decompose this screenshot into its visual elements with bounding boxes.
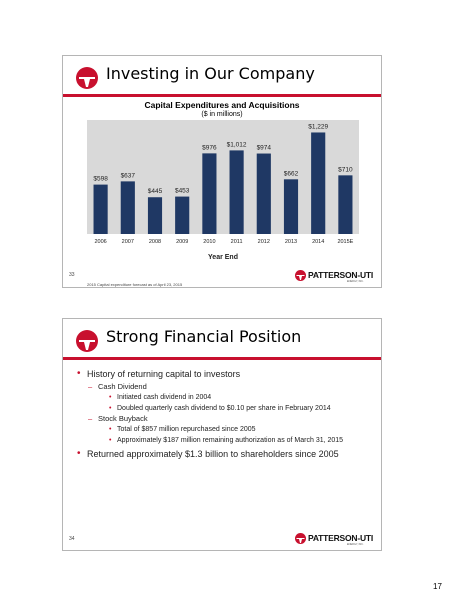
bullet-item: • History of returning capital to investors (77, 368, 377, 380)
page-number: 17 (433, 582, 442, 591)
slide-header (63, 319, 381, 363)
bar-2014 (311, 132, 325, 234)
tick-label-2007: 2007 (121, 239, 134, 245)
footer-logo (295, 269, 374, 283)
tick-label-2014: 2014 (312, 239, 325, 245)
slide-financial-position (62, 318, 382, 551)
bar-2011 (230, 150, 244, 234)
brand-mark-icon (295, 270, 306, 281)
value-label-2015E: $710 (338, 166, 353, 174)
bar-2007 (121, 181, 135, 234)
bullet-item: • Approximately $187 million remaining authorization as of March 31, 2015 (77, 436, 377, 446)
bar-2008 (148, 197, 162, 234)
bar-2010 (202, 153, 216, 234)
bar-2012 (257, 154, 271, 234)
bullet-item: • Total of $857 million repurchased since 2005 (77, 425, 377, 435)
slide-title: Strong Financial Position (106, 327, 302, 346)
brand-subtitle: ENERGY, INC. (347, 280, 364, 283)
x-axis-label: Year End (208, 254, 238, 261)
bullet-item: • Returned approximately $1.3 billion to shareholders since 2005 (77, 448, 377, 460)
value-label-2009: $453 (174, 187, 190, 195)
value-label-2006: $598 (93, 175, 108, 183)
footer-logo (295, 532, 374, 546)
bullet-item: • Doubled quarterly cash dividend to $0.10 per share in February 2014 (77, 404, 377, 414)
tick-label-2008: 2008 (148, 239, 162, 245)
value-label-2008: $445 (147, 188, 163, 196)
title-rule (63, 357, 381, 360)
bullet-item: – Stock Buyback (77, 414, 377, 424)
bullet-list (77, 368, 377, 462)
bar-2013 (284, 179, 298, 234)
slide-title: Investing in Our Company (106, 64, 315, 83)
brand-subtitle: ENERGY, INC. (347, 543, 364, 546)
tick-label-2009: 2009 (176, 239, 189, 245)
brand-name: PATTERSON-UTI (308, 533, 374, 543)
tick-label-2012: 2012 (257, 239, 270, 245)
bullet-item: • Initiated cash dividend in 2004 (77, 393, 377, 403)
tick-label-2011: 2011 (230, 239, 243, 245)
bar-2009 (175, 197, 189, 234)
slide-investing (62, 55, 382, 288)
chart-subtitle: ($ in millions) (201, 111, 243, 118)
value-label-2013: $662 (283, 170, 299, 178)
tick-label-2006: 2006 (94, 239, 107, 245)
bullet-item: – Cash Dividend (77, 382, 377, 392)
value-label-2007: $637 (120, 172, 136, 180)
bar-2015E (338, 175, 352, 234)
brand-mark-icon (295, 533, 306, 544)
brand-name: PATTERSON-UTI (308, 270, 374, 280)
value-label-2014: $1,229 (308, 123, 329, 131)
patterson-logo-icon (76, 330, 98, 352)
chart-title: Capital Expenditures and Acquisitions (144, 100, 300, 110)
footnote: 2015 Capital expenditure forecast as of April 23, 2015 (87, 282, 183, 287)
tick-label-2013: 2013 (284, 239, 298, 245)
tick-label-2015E: 2015E (337, 239, 354, 245)
bar-chart (63, 56, 382, 288)
slide-number: 33 (69, 272, 75, 278)
bar-2006 (94, 185, 108, 234)
value-label-2011: $1,012 (226, 141, 247, 149)
value-label-2010: $976 (202, 144, 217, 152)
slide-number: 34 (69, 536, 75, 542)
value-label-2012: $974 (256, 144, 272, 152)
tick-label-2010: 2010 (203, 239, 216, 245)
